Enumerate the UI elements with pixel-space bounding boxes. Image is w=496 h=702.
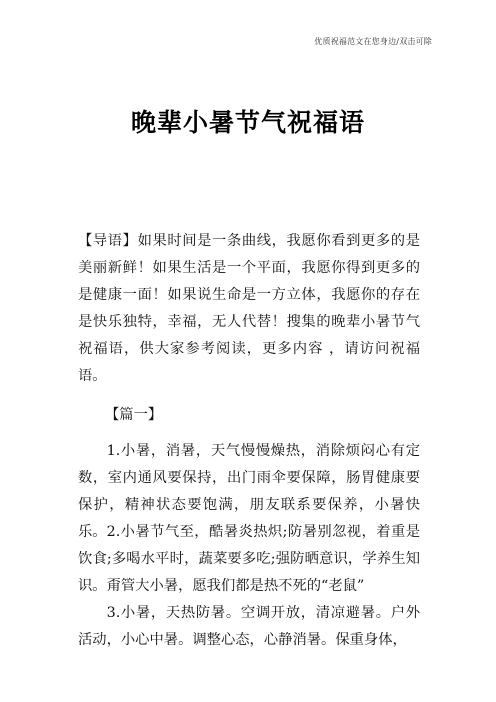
header-note: 优质祝福范文在您身边/双击可除: [314, 37, 432, 46]
intro-paragraph: 【导语】如果时间是一条曲线，我愿你看到更多的是美丽新鲜！如果生活是一个平面，我愿你得到更多的是健康一面！如果说生命是一方立体，我愿你的存在是快乐独特，幸福，无人代替！搜集的晚辈小暑节气祝福语，供大家参考阅读，更多内容 ，请访问祝福语。: [78, 233, 420, 384]
blessing-item-2: 2.小暑节气至，酷暑炎热炽;防暑别忽视，着重是饮食;多喝水平时，蔬菜要多吃;强防晒意识，学养生知识。甭管大小暑，愿我们都是热不死的“老鼠”: [78, 524, 420, 594]
blessing-item-1: 1.小暑，消暑，天气慢慢燥热，消除烦闷心有定数，室内通风要保持，出门雨伞要保障，肠胃健康要保护，精神状态要饱满，朋友联系要保养，小暑快乐。: [78, 443, 420, 540]
document-title: 晚辈小暑节气祝福语: [130, 108, 365, 137]
section-heading: 【篇一】: [105, 407, 163, 423]
blessing-item-3: 3.小暑，天热防暑。空调开放，清凉避暑。户外活动，小心中暑。调整心态，心静消暑。保重身体，: [78, 605, 420, 648]
